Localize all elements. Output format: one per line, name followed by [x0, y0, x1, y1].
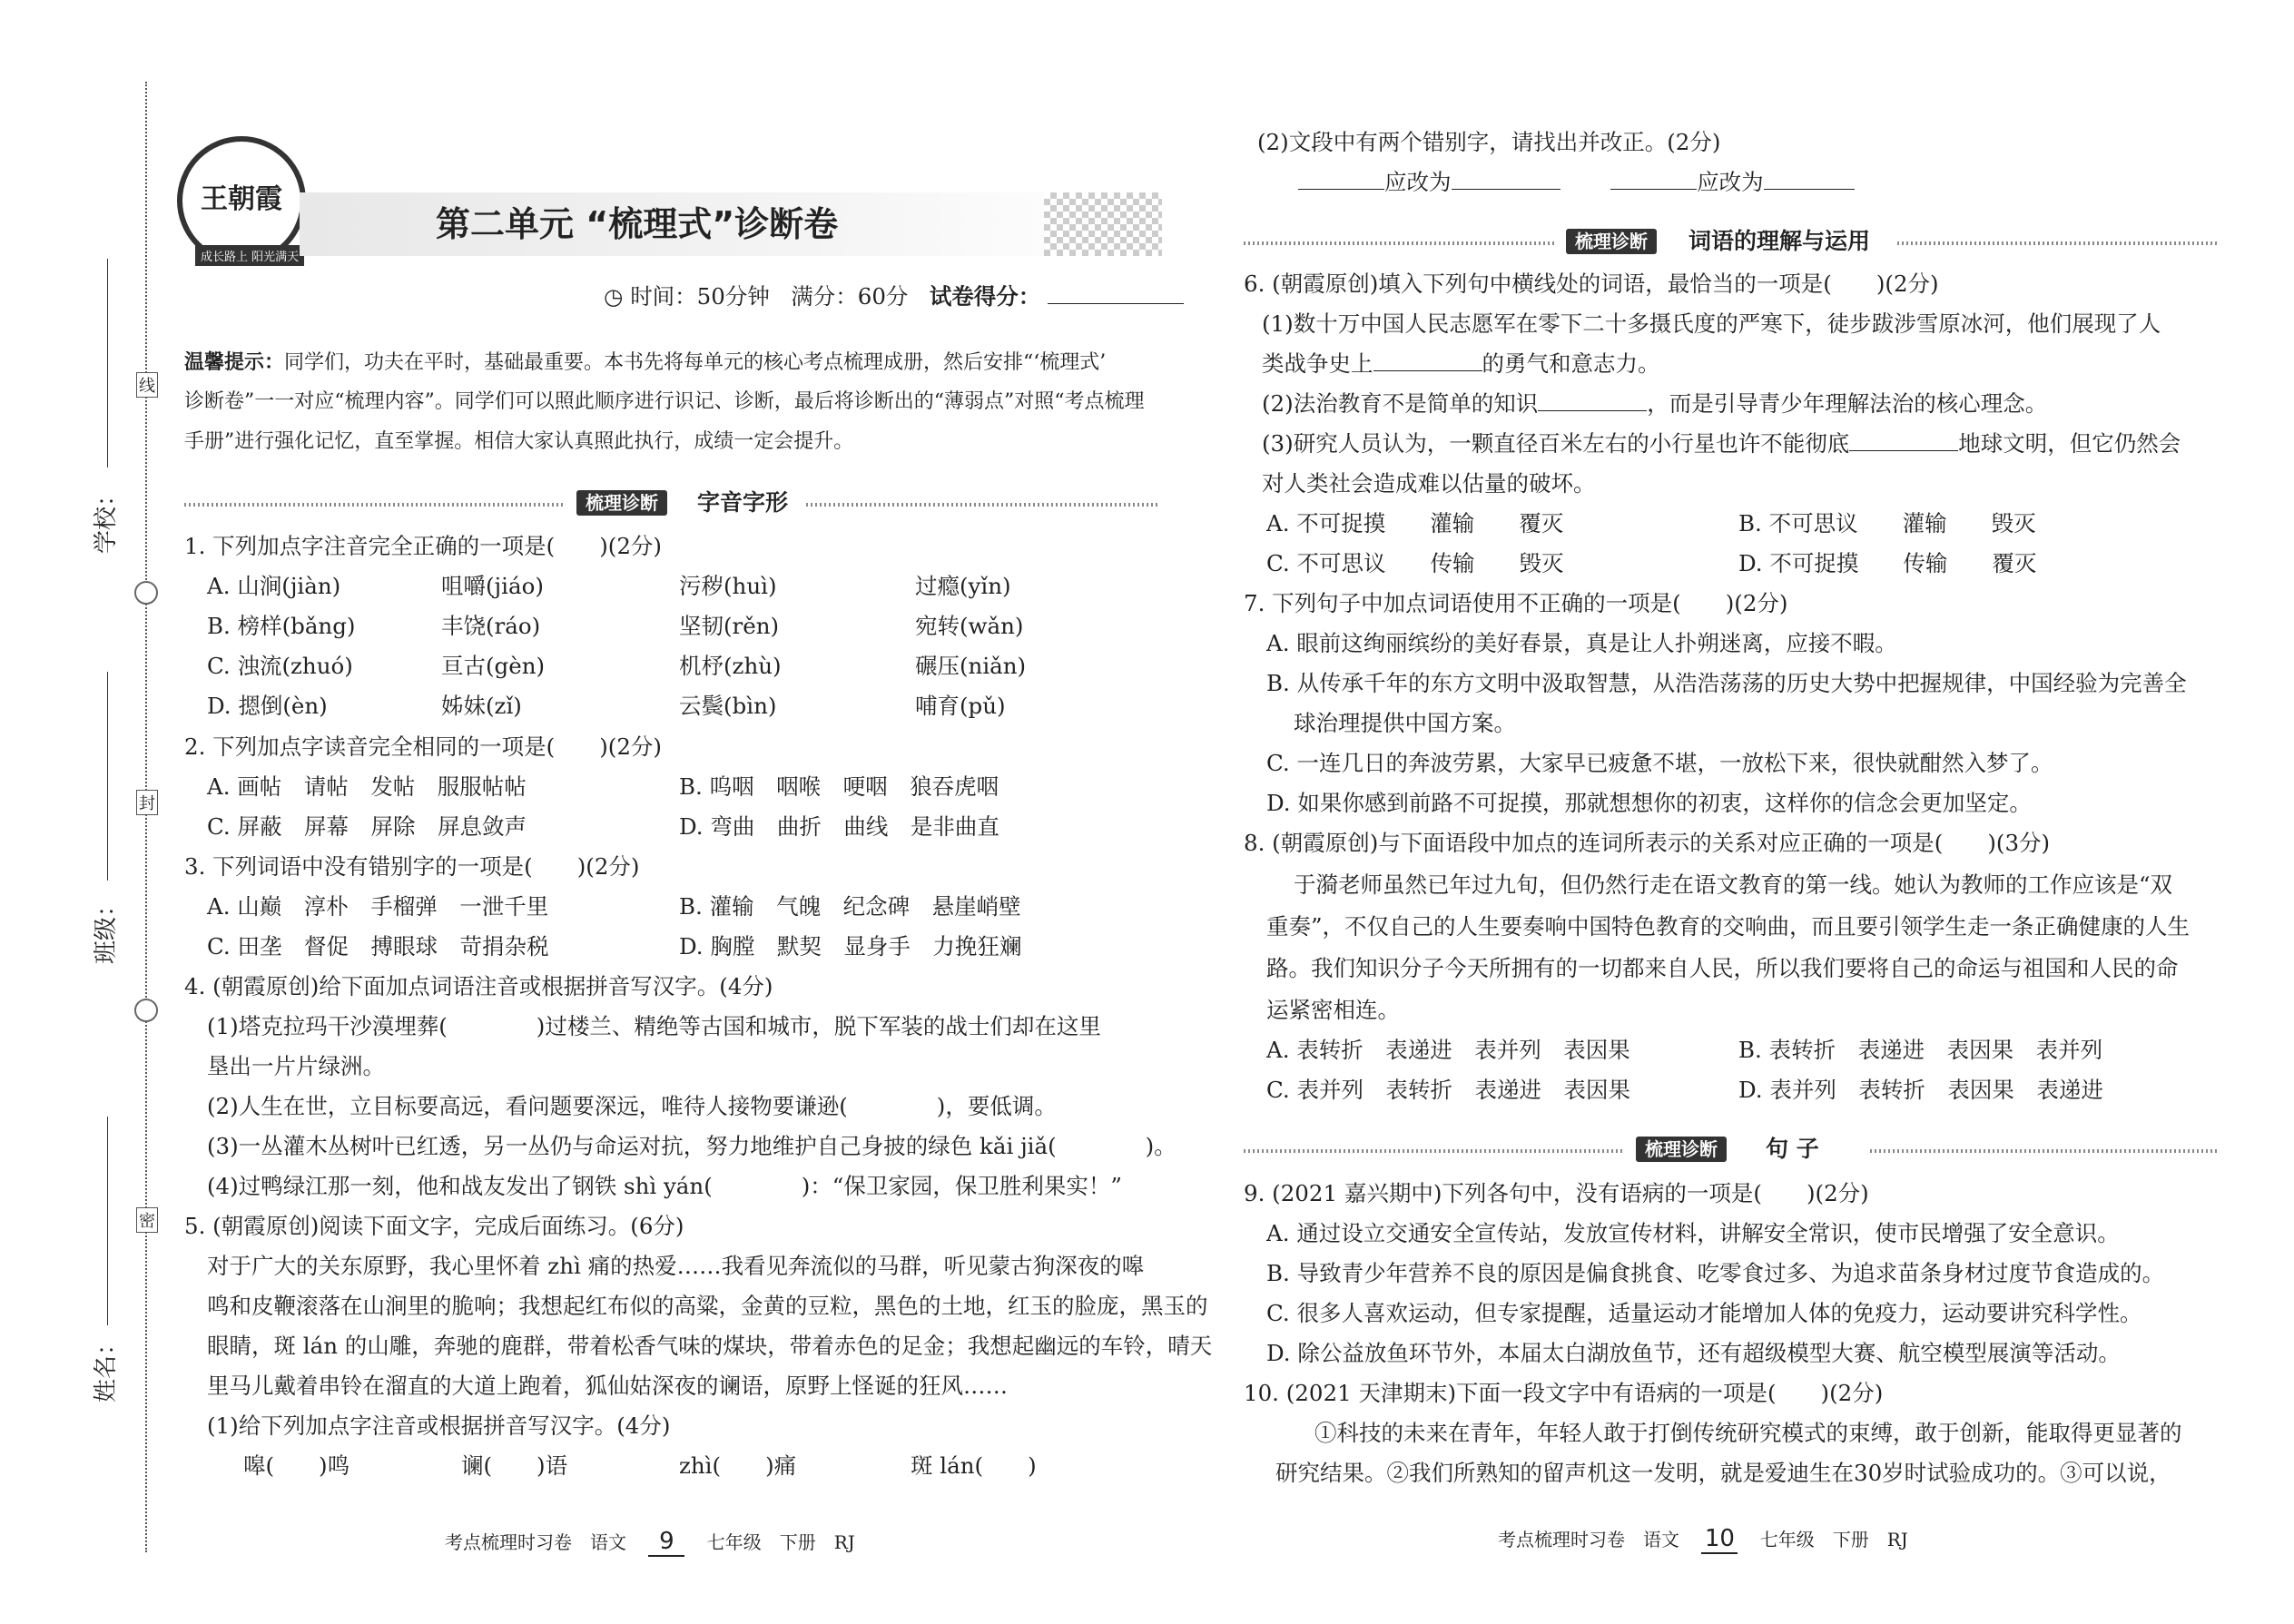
- q6-blank-2[interactable]: [1538, 390, 1647, 411]
- section-header-words: [1244, 227, 2220, 258]
- binding-mark-seal: 封: [136, 790, 158, 815]
- left-footer-book: 考点梳理时习卷 语文: [445, 1531, 626, 1553]
- right-page-number: 10: [1701, 1525, 1738, 1554]
- q7-option-b2: 球治理提供中国方案。: [1294, 710, 1516, 736]
- exam-time: [604, 283, 1184, 310]
- tip-line-2: 诊断卷”一一对应“梳理内容”。同学们可以照此顺序进行识记、诊断，最后将诊断出的“薄弱点”对照“考点梳理: [184, 390, 1145, 413]
- q3-stem: 3. 下列词语中没有错别字的一项是( )(2分): [184, 853, 640, 880]
- section-rule-left: [1244, 241, 1557, 245]
- q4-line-2: 垦出一片片绿洲。: [207, 1053, 385, 1079]
- q6-blank-3[interactable]: [1849, 430, 1958, 451]
- section-header-sentences: [1244, 1135, 2220, 1166]
- q1-stem: 1. 下列加点字注音完全正确的一项是( )(2分): [184, 533, 662, 559]
- page-title: 第二单元 “梳理式”诊断卷: [436, 204, 839, 244]
- q6-option-b[interactable]: B. 不可思议 灌输 毁灭: [1738, 510, 2036, 536]
- q6-option-d[interactable]: D. 不可捉摸 传输 覆灭: [1738, 550, 2037, 576]
- q5-ans-1[interactable]: 嗥( )鸣: [243, 1452, 350, 1479]
- section-title: 字音字形: [697, 489, 789, 516]
- q1-a-1[interactable]: A. 山涧(jiàn): [207, 573, 341, 599]
- tip-line-3: 手册”进行强化记忆，直至掌握。相信大家认真照此执行，成绩一定会提升。: [184, 430, 854, 453]
- binding-circle-1: [134, 581, 158, 605]
- section-rule-right: [806, 503, 1160, 507]
- tip-label: 温馨提示：: [184, 351, 285, 374]
- q2-option-c[interactable]: C. 屏蔽 屏幕 屏除 屏息敛声: [207, 813, 527, 840]
- q4-line-3: (2)人生在世，立目标要高远，看问题要深远，唯待人接物要谦逊( )，要低调。: [207, 1093, 1057, 1119]
- q10-para-2: 研究结果。②我们所熟知的留声机这一发明，就是爱迪生在30岁时试验成功的。③可以说，: [1275, 1460, 2171, 1486]
- q6-line-5: 对人类社会造成难以估量的破坏。: [1262, 470, 1596, 497]
- q6-line-3: [1262, 390, 2047, 418]
- q1-d-3: 云鬓(bìn): [679, 693, 777, 719]
- section-rule-left: [184, 503, 566, 507]
- q8-stem: 8. (朝霞原创)与下面语段中加点的连词所表示的关系对应正确的一项是( )(3分): [1244, 830, 2051, 856]
- time-text: 时间：50分钟: [630, 283, 770, 310]
- brand-name: 王朝霞: [201, 183, 282, 215]
- binding-mark-line: 线: [136, 372, 158, 398]
- q5b-right-1[interactable]: [1452, 169, 1561, 190]
- q8-option-a[interactable]: A. 表转折 表递进 表并列 表因果: [1266, 1037, 1630, 1063]
- left-footer: [445, 1528, 855, 1557]
- q7-option-c[interactable]: C. 一连几日的奔波劳累，大家早已疲惫不堪，一放松下来，很快就酣然入梦了。: [1266, 750, 2053, 776]
- q1-c-1[interactable]: C. 浊流(zhuó): [207, 653, 353, 679]
- q8-para-4: 运紧密相连。: [1266, 997, 1400, 1023]
- q9-option-d[interactable]: D. 除公益放鱼环节外，本届太白湖放鱼节，还有超级模型大赛、航空模型展演等活动。: [1266, 1340, 2121, 1366]
- q1-b-4: 宛转(wǎn): [915, 613, 1024, 639]
- q10-stem: 10. (2021 天津期末)下面一段文字中有语病的一项是( )(2分): [1244, 1380, 1884, 1406]
- class-underline: [107, 672, 108, 881]
- school-label: 学校：: [93, 482, 120, 554]
- name-underline: [107, 1117, 108, 1325]
- q6-line-2: [1262, 350, 1660, 378]
- section-tag: 梳理诊断: [1636, 1137, 1727, 1162]
- left-footer-grade: 七年级 下册 RJ: [706, 1531, 855, 1553]
- q9-option-a[interactable]: A. 通过设立交通安全宣传站，发放宣传材料，讲解安全常识，使市民增强了安全意识。: [1266, 1220, 2120, 1246]
- section-rule-left: [1244, 1149, 1625, 1153]
- right-footer-grade: 七年级 下册 RJ: [1759, 1529, 1908, 1550]
- q1-a-2: 咀嚼(jiáo): [441, 573, 544, 599]
- q3-option-b[interactable]: B. 灌输 气魄 纪念碑 悬崖峭壁: [679, 893, 1021, 920]
- q2-option-d[interactable]: D. 弯曲 曲折 曲线 是非曲直: [679, 813, 999, 840]
- q5b-wrong-2[interactable]: [1610, 169, 1697, 190]
- tip-text-1: 同学们，功夫在平时，基础最重要。本书先将每单元的核心考点梳理成册，然后安排“‘梳理式’: [284, 351, 1107, 374]
- q1-d-2: 姊妹(zǐ): [441, 693, 522, 719]
- q6-option-c[interactable]: C. 不可思议 传输 毁灭: [1266, 550, 1564, 576]
- tip-line-1: [184, 349, 1106, 377]
- q6-l4a: (3)研究人员认为，一颗直径百米左右的小行星也许不能彻底: [1262, 430, 1850, 457]
- q5b-fix-row: [1298, 169, 1855, 196]
- q1-d-4: 哺育(pǔ): [915, 693, 1006, 719]
- right-footer: [1498, 1525, 1908, 1554]
- q5-ans-2[interactable]: 谰( )语: [461, 1452, 568, 1479]
- binding-mark-seal2: 密: [136, 1207, 158, 1233]
- q1-c-4: 碾压(niǎn): [915, 653, 1027, 679]
- q5b-fix1-label: 应改为: [1384, 169, 1452, 195]
- q6-l3b: ，而是引导青少年理解法治的核心理念。: [1647, 390, 2048, 417]
- section-tag: 梳理诊断: [1566, 229, 1657, 254]
- q7-stem: 7. 下列句子中加点词语使用不正确的一项是( )(2分): [1244, 590, 1788, 616]
- q6-l4b: 地球文明，但它仍然会: [1958, 430, 2181, 457]
- q6-blank-1[interactable]: [1373, 350, 1482, 371]
- q8-para-3: 路。我们知识分子今天所拥有的一切都来自人民，所以我们要将自己的命运与祖国和人民的命: [1266, 955, 2179, 981]
- q5-sub-1: (1)给下列加点字注音或根据拼音写汉字。(4分): [207, 1412, 671, 1439]
- clock-icon: ◷: [604, 283, 624, 310]
- binding-dotted-line: [145, 82, 147, 1552]
- q1-c-2: 亘古(gèn): [441, 653, 546, 679]
- q4-stem: 4. (朝霞原创)给下面加点词语注音或根据拼音写汉字。(4分): [184, 973, 773, 999]
- score-blank[interactable]: [1048, 283, 1184, 304]
- q6-line-4: [1262, 430, 2181, 458]
- q1-d-1[interactable]: D. 摁倒(èn): [207, 693, 328, 719]
- q4-line-1: (1)塔克拉玛干沙漠埋葬( )过楼兰、精绝等古国和城市，脱下军装的战士们却在这里: [207, 1013, 1101, 1039]
- left-page-number: 9: [648, 1528, 684, 1557]
- q5-para-2: 鸣和皮鞭滚落在山涧里的脆响；我想起红布似的高粱，金黄的豆粒，黑色的土地，红玉的脸庞，黑玉的: [207, 1293, 1208, 1319]
- q2-option-b[interactable]: B. 呜咽 咽喉 哽咽 狼吞虎咽: [679, 773, 999, 800]
- q7-option-d[interactable]: D. 如果你感到前路不可捉摸，那就想想你的初衷，这样你的信念会更加坚定。: [1266, 790, 2032, 816]
- name-label: 姓名：: [93, 1331, 120, 1403]
- q2-stem: 2. 下列加点字读音完全相同的一项是( )(2分): [184, 733, 662, 760]
- q1-b-3: 坚韧(rěn): [679, 613, 780, 639]
- q5b-fix2-label: 应改为: [1697, 169, 1764, 195]
- q6-l2b: 的勇气和意志力。: [1482, 350, 1660, 377]
- q3-option-a[interactable]: A. 山巅 淳朴 手榴弹 一泄千里: [207, 893, 549, 920]
- section-rule-right: [1897, 241, 2220, 245]
- score-label: 试卷得分：: [929, 283, 1041, 310]
- q8-option-d[interactable]: D. 表并列 表转折 表因果 表递进: [1738, 1077, 2103, 1103]
- q5b-right-2[interactable]: [1764, 169, 1855, 190]
- q6-option-a[interactable]: A. 不可捉摸 灌输 覆灭: [1266, 510, 1564, 536]
- q1-b-1[interactable]: B. 榜样(bǎng): [207, 613, 356, 639]
- q9-option-b[interactable]: B. 导致青少年营养不良的原因是偏食挑食、吃零食过多、为追求苗条身材过度节食造成的。: [1266, 1260, 2165, 1286]
- q6-stem: 6. (朝霞原创)填入下列句中横线处的词语，最恰当的一项是( )(2分): [1244, 271, 1939, 297]
- full-score: 满分：60分: [791, 283, 909, 310]
- q9-stem: 9. (2021 嘉兴期中)下列各句中，没有语病的一项是( )(2分): [1244, 1180, 1869, 1206]
- q8-option-b[interactable]: B. 表转折 表递进 表因果 表并列: [1738, 1037, 2103, 1063]
- q1-a-3: 污秽(huì): [679, 573, 777, 599]
- q6-line-1: (1)数十万中国人民志愿军在零下二十多摄氏度的严寒下，徒步跋涉雪原冰河，他们展现了人: [1262, 310, 2161, 337]
- q8-option-c[interactable]: C. 表并列 表转折 表递进 表因果: [1266, 1077, 1630, 1103]
- q3-option-d[interactable]: D. 胸膛 默契 显身手 力挽狂斓: [679, 933, 1022, 960]
- q6-l3a: (2)法治教育不是简单的知识: [1262, 390, 1539, 417]
- school-underline: [107, 259, 108, 468]
- q9-option-c[interactable]: C. 很多人喜欢运动，但专家提醒，适量运动才能增加人体的免疫力，运动要讲究科学性。: [1266, 1300, 2142, 1326]
- section-title: 句 子: [1766, 1136, 1819, 1162]
- q5-para-4: 里马儿戴着串铃在溜直的大道上跑着，狐仙姑深夜的谰语，原野上怪诞的狂风……: [207, 1373, 1008, 1399]
- q5-stem: 5. (朝霞原创)阅读下面文字，完成后面练习。(6分): [184, 1213, 684, 1239]
- q4-line-5: (4)过鸭绿江那一刻，他和战友发出了钢铁 shì yán( )：“保卫家园，保卫胜利果实！”: [207, 1173, 1122, 1199]
- binding-circle-2: [134, 999, 158, 1022]
- q5b-stem: (2)文段中有两个错别字，请找出并改正。(2分): [1257, 129, 1721, 155]
- section-header-pronunciation: [184, 488, 1160, 519]
- q1-b-2: 丰饶(ráo): [441, 613, 541, 639]
- title-checker: [1044, 192, 1162, 256]
- logo-ribbon: 成长路上 阳光满天: [195, 245, 304, 266]
- q6-l2a: 类战争史上: [1262, 350, 1373, 377]
- q5-ans-4[interactable]: 斑 lán( ): [911, 1452, 1037, 1479]
- q2-option-a[interactable]: A. 画帖 请帖 发帖 服服帖帖: [207, 773, 527, 800]
- q3-option-c[interactable]: C. 田垄 督促 搏眼球 苛捐杂税: [207, 933, 549, 960]
- q1-c-3: 机杼(zhù): [679, 653, 782, 679]
- q4-line-4: (3)一丛灌木丛树叶已红透，另一丛仍与命运对抗，努力地维护自己身披的绿色 kǎi jiǎ( )。: [207, 1133, 1177, 1159]
- q8-para-2: 重奏”，不仅自己的人生要奏响中国特色教育的交响曲，而且要引领学生走一条正确健康的人生: [1266, 913, 2191, 940]
- q5-ans-3[interactable]: zhì( )痛: [679, 1452, 797, 1479]
- q1-a-4: 过瘾(yǐn): [915, 573, 1011, 599]
- q5-para-3: 眼睛，斑 lán 的山雕，奔驰的鹿群，带着松香气味的煤块，带着赤色的足金；我想起幽远的车铃，晴天: [207, 1333, 1213, 1359]
- q7-option-a[interactable]: A. 眼前这绚丽缤纷的美好春景，真是让人扑朔迷离，应接不暇。: [1266, 630, 1897, 656]
- q7-option-b1[interactable]: B. 从传承千年的东方文明中汲取智慧，从浩浩荡荡的历史大势中把握规律，中国经验为完善全: [1266, 670, 2187, 696]
- right-footer-book: 考点梳理时习卷 语文: [1498, 1529, 1679, 1550]
- section-tag: 梳理诊断: [576, 490, 667, 516]
- q8-para-1: 于漪老师虽然已年过九旬，但仍然行走在语文教育的第一线。她认为教师的工作应该是“双: [1294, 871, 2173, 898]
- class-label: 班级：: [93, 892, 120, 964]
- q5b-wrong-1[interactable]: [1298, 169, 1384, 190]
- section-rule-right: [1870, 1149, 2220, 1153]
- q5-para-1: 对于广大的关东原野，我心里怀着 zhì 痛的热爱……我看见奔流似的马群，听见蒙古狗深夜的嗥: [207, 1253, 1145, 1279]
- section-title: 词语的理解与运用: [1689, 228, 1871, 254]
- q10-para-1: ①科技的未来在青年，年轻人敢于打倒传统研究模式的束缚，敢于创新，能取得更显著的: [1314, 1420, 2182, 1446]
